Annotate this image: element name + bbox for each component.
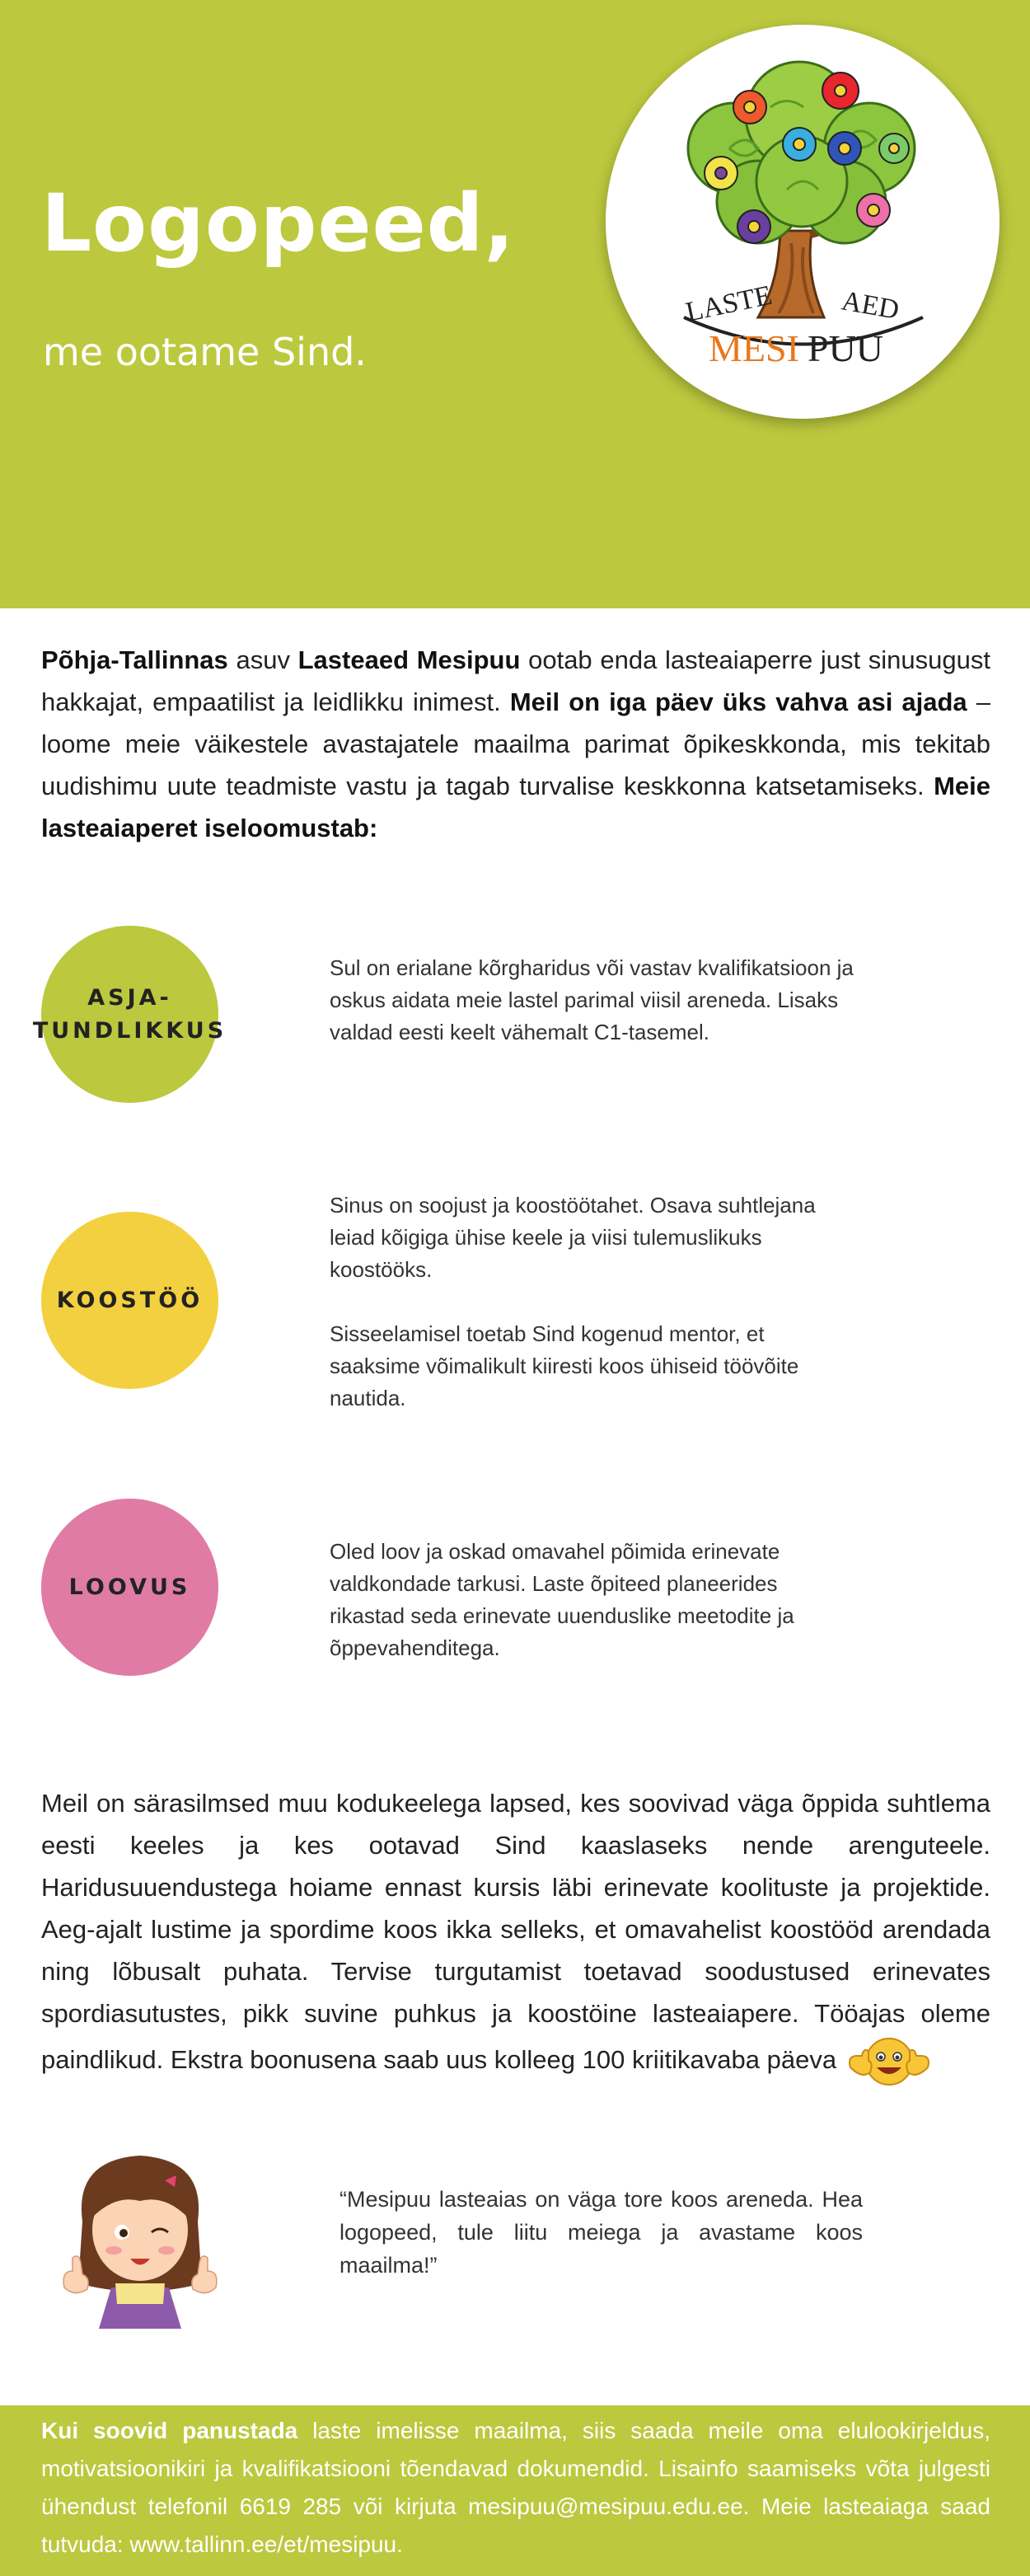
thumbs-up-smiley-icon (844, 2034, 934, 2089)
intro-lead: Meie lasteaiaperet iseloomustab: (41, 772, 990, 842)
intro-kindergarten: Lasteaed Mesipuu (297, 645, 521, 674)
trait-badge-koostoo (41, 1212, 218, 1389)
intro-text-1: asuv (227, 645, 298, 674)
mesipuu-logo (606, 25, 1000, 419)
logo-text-mesi: MESI (709, 327, 799, 369)
logo-text-aed: AED (839, 285, 901, 326)
trait-badge-loovus (41, 1499, 218, 1676)
trait-label-line1: ASJA- (87, 984, 172, 1011)
testimonial-quote: “Mesipuu lasteaias on väga tore koos areneda. Hea logopeed, tule liitu meiega ja avastame koos maailma!” (339, 2187, 863, 2278)
intro-text-2: ootab enda lasteaiaperre just sinusugust hakkajat, empaatilist ja leidlikku inimest. (41, 645, 990, 716)
hero-subtitle: me ootame Sind. (43, 330, 367, 374)
trait-text-asjatundlikkus (330, 952, 857, 1049)
benefits-text: Meil on särasilmsed muu kodukeelega lapsed, kes soovivad väga õppida suhtlema eesti keeles ja kes ootavad Sind kaaslaseks nende arenguteele. Haridusuuendustega hoiame ennast kursis läbi erinevate koolituste ja projektide. Aeg-ajalt lustime ja spordime koos ikka selleks, et omavahelist koostööd arendada ning lõbusalt puhata. Tervise turgutamist toetavad soodustused erinevates spordiasutustes, pikk suvine puhkus ja koostöine lasteaiapere. Tööajas oleme paindlikud. Ekstra boonusena saab uus kolleeg 100 kriitikavaba päeva (41, 1789, 990, 2075)
trait-text-paragraph: Sul on erialane kõrgharidus või vastav kvalifikatsioon ja oskus aidata meie lastel parimal viisil areneda. Lisaks valdad eesti keelt vähemalt C1-tasemel. (330, 955, 854, 1044)
logo-text-puu: PUU (808, 327, 884, 369)
logo-text-laste: LASTE (682, 279, 775, 328)
footer-text (41, 2412, 990, 2564)
trait-label-koostoo: KOOSTÖÖ (56, 1287, 204, 1313)
trait-label-line2: TUNDLIKKUS (32, 1017, 227, 1044)
benefits-paragraph (41, 1782, 990, 2089)
tree-logo-icon (606, 25, 1000, 419)
footer-lead: Kui soovid panustada (41, 2418, 298, 2443)
trait-text-loovus (330, 1536, 857, 1664)
intro-paragraph (41, 639, 990, 849)
girl-thumbs-up-icon (58, 2143, 222, 2329)
hero-banner (0, 0, 1030, 608)
trait-label-asjatundlikkus (33, 982, 227, 1048)
intro-motto: Meil on iga päev üks vahva asi ajada (509, 687, 967, 716)
trait-label-loovus: LOOVUS (68, 1574, 191, 1600)
trait-text-paragraph: Oled loov ja oskad omavahel põimida erinevate valdkondade tarkusi. Laste õpiteed planeerides rikastad seda erinevate uuenduslike meetodite ja õppevahenditega. (330, 1539, 794, 1660)
hero-title: Logopeed, (41, 177, 515, 270)
intro-text-3: – loome meie väikestele avastajatele maailma parimat õpikeskkonda, mis tekitab uudishimu uute teadmiste vastu ja tagab turvalise keskkonna katsetamiseks. (41, 687, 990, 800)
footer-body: laste imelisse maailma, siis saada meile oma elulookirjeldus, motivatsioonikiri ja kvalifikatsiooni tõendavad dokumendid. Lisainfo saamiseks võta julgesti ühendust telefonil 6619 285 või kirjuta mesipuu@mesipuu.edu.ee. Meie lasteaiaga saad tutvuda: www.tallinn.ee/et/mesipuu. (41, 2418, 990, 2557)
intro-location: Põhja-Tallinnas (41, 645, 228, 674)
trait-badge-asjatundlikkus (32, 926, 227, 1103)
trait-text-paragraph: Sisseelamisel toetab Sind kogenud mentor, et saaksime võimalikult kiiresti koos ühiseid töövõite nautida. (330, 1321, 799, 1410)
trait-text-koostoo (330, 1189, 857, 1415)
footer-banner (0, 2405, 1030, 2576)
trait-text-paragraph: Sinus on soojust ja koostöötahet. Osava suhtlejana leiad kõigiga ühise keele ja viisi tulemuslikuks koostööks. (330, 1193, 816, 1282)
